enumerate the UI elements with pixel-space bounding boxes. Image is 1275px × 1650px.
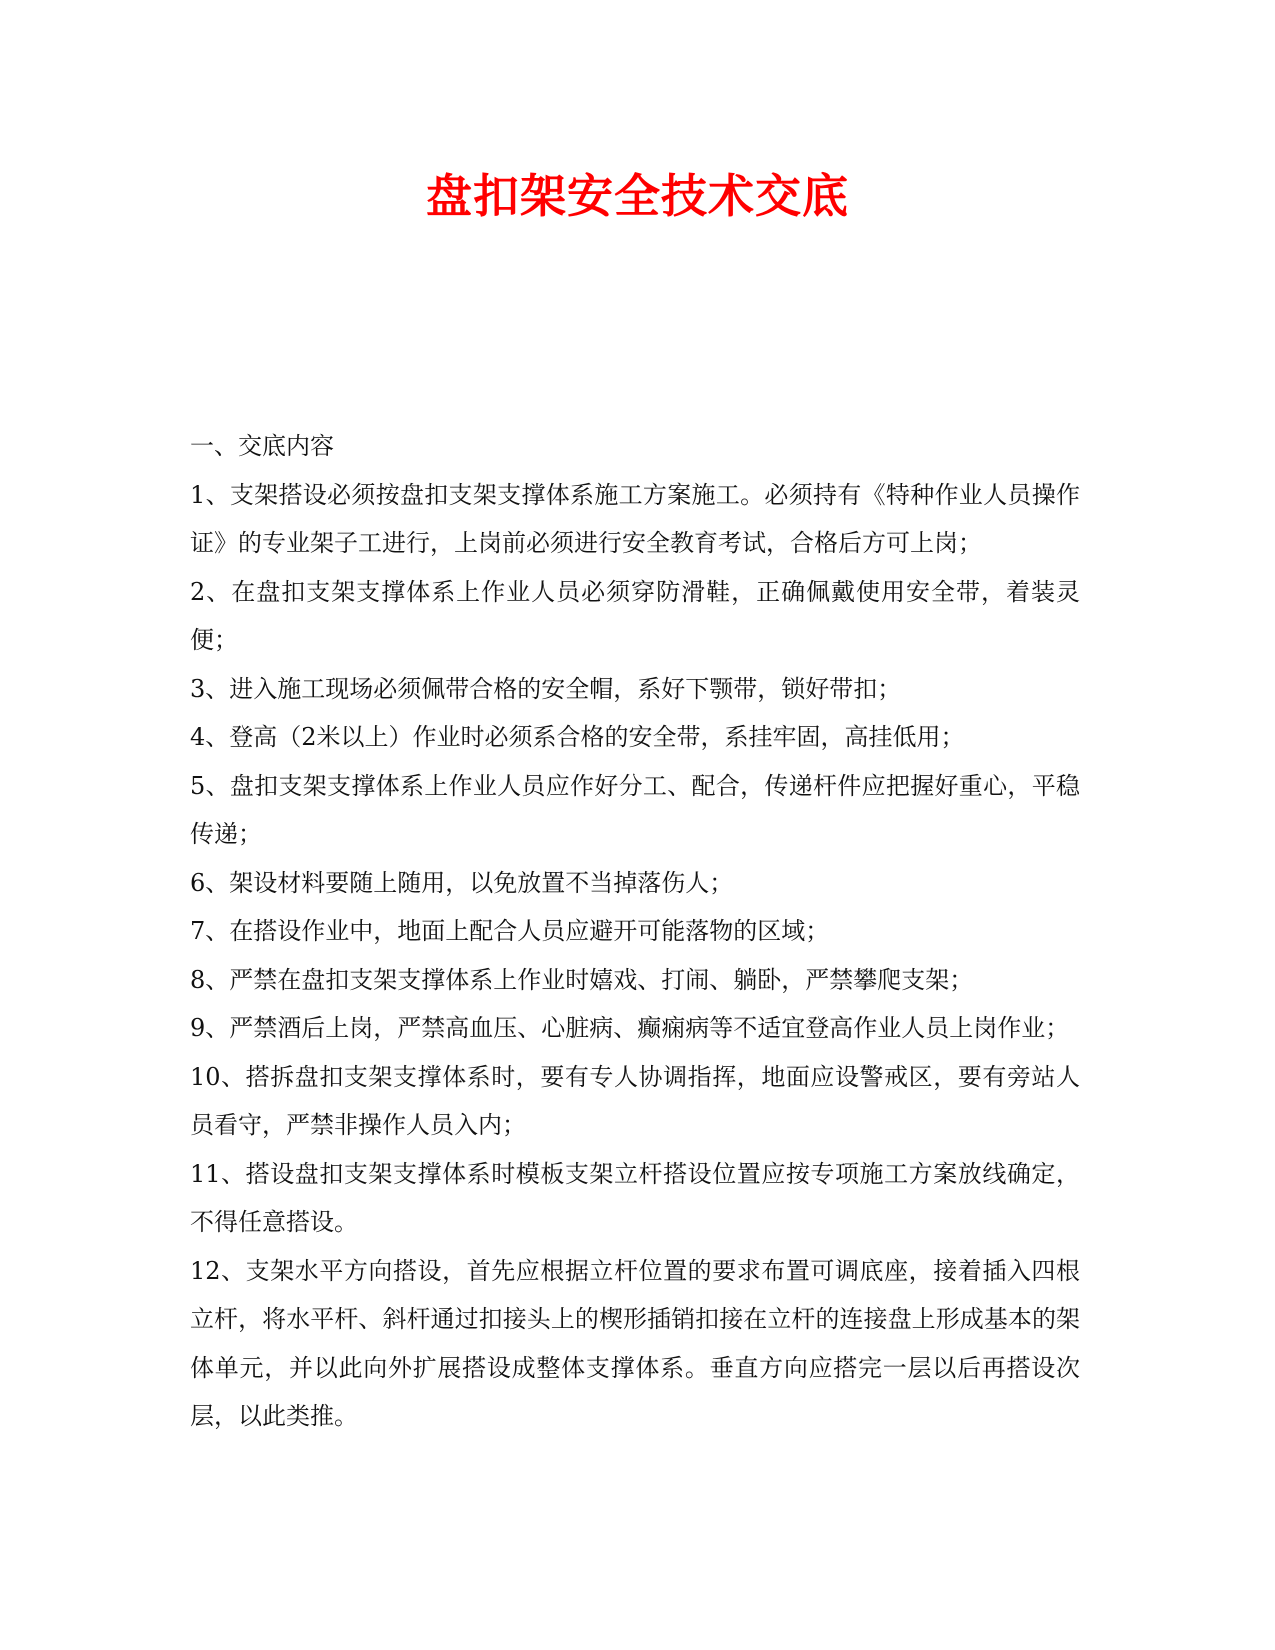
paragraph-9: 9、严禁酒后上岗，严禁高血压、心脏病、癫痫病等不适宜登高作业人员上岗作业； bbox=[190, 1014, 1070, 1042]
section-heading: 一、交底内容 bbox=[190, 432, 334, 460]
paragraph-4: 4、登高（2米以上）作业时必须系合格的安全带，系挂牢固，高挂低用； bbox=[190, 723, 965, 751]
paragraph-8: 8、严禁在盘扣支架支撑体系上作业时嬉戏、打闹、躺卧，严禁攀爬支架； bbox=[190, 965, 974, 994]
paragraph-6: 6、架设材料要随上随用，以免放置不当掉落伤人； bbox=[190, 868, 734, 897]
paragraph-1: 1、支架搭设必须按盘扣支架支撑体系施工方案施工。必须持有《特种作业人员操作证》的专业架子工进行，上岗前必须进行安全教育考试，合格后方可上岗； bbox=[190, 480, 1080, 557]
paragraph-5: 5、盘扣支架支撑体系上作业人员应作好分工、配合，传递杆件应把握好重心，平稳传递； bbox=[190, 771, 1080, 848]
paragraph-7: 7、在搭设作业中，地面上配合人员应避开可能落物的区域； bbox=[190, 917, 830, 945]
paragraph-12: 12、支架水平方向搭设，首先应根据立杆位置的要求布置可调底座，接着插入四根立杆，将水平杆、斜杆通过扣接头上的楔形插销扣接在立杆的连接盘上形成基本的架体单元，并以此向外扩展搭设成整体支撑体系。垂直方向应搭完一层以后再搭设次层，以此类推。 bbox=[190, 1256, 1080, 1430]
paragraph-10: 10、搭拆盘扣支架支撑体系时，要有专人协调指挥，地面应设警戒区，要有旁站人员看守，严禁非操作人员入内； bbox=[190, 1062, 1080, 1139]
paragraph-3: 3、进入施工现场必须佩带合格的安全帽，系好下颚带，锁好带扣； bbox=[190, 674, 902, 703]
paragraph-2: 2、在盘扣支架支撑体系上作业人员必须穿防滑鞋，正确佩戴使用安全带，着装灵便； bbox=[190, 577, 1080, 654]
paragraph-11: 11、搭设盘扣支架支撑体系时模板支架立杆搭设位置应按专项施工方案放线确定，不得任意搭设。 bbox=[190, 1159, 1080, 1236]
document-title: 盘扣架安全技术交底 bbox=[426, 169, 849, 223]
document-body bbox=[190, 422, 1080, 1441]
